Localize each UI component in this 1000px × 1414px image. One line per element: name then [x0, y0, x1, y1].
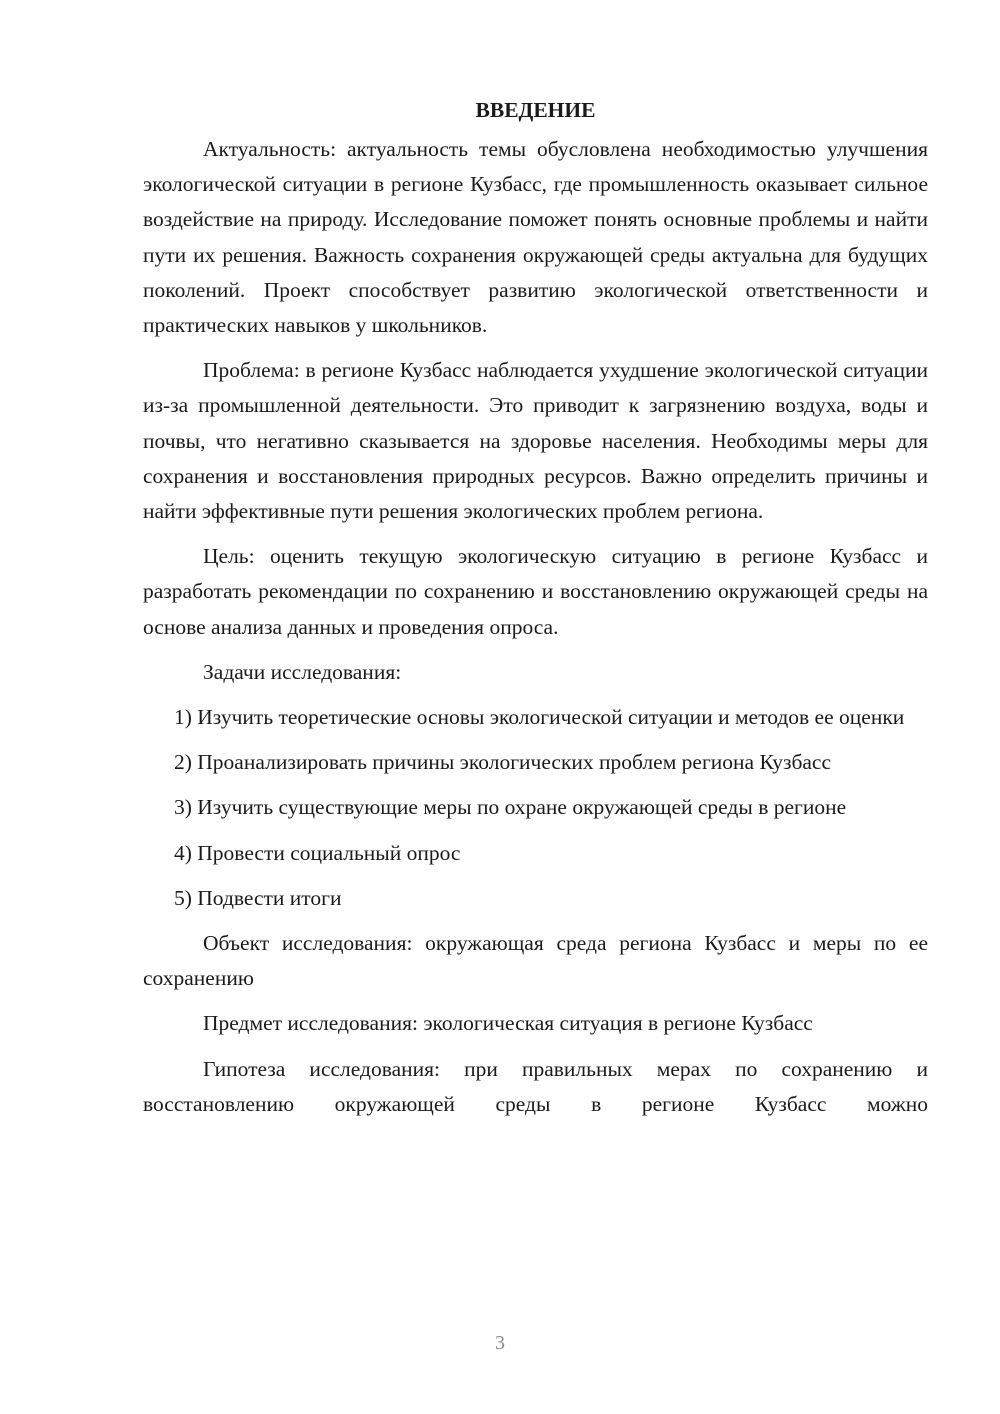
list-item: 1) Изучить теоретические основы экологической ситуации и методов ее оценки — [174, 705, 905, 730]
document-page — [143, 92, 928, 1122]
paragraph-hypothesis: Гипотеза исследования: при правильных мерах по сохранению и восстановлению окружающей среды в регионе Кузбасс можно — [143, 1056, 928, 1116]
paragraph-subject: Предмет исследования: экологическая ситуация в регионе Кузбасс — [203, 1011, 813, 1036]
list-item: 4) Провести социальный опрос — [174, 840, 461, 865]
list-item: 2) Проанализировать причины экологических проблем региона Кузбасс — [174, 750, 832, 775]
paragraph-object: Объект исследования: окружающая среда региона Кузбасс и меры по ее сохранению — [143, 931, 928, 991]
tasks-list — [143, 700, 928, 916]
paragraph-relevance: Актуальность: актуальность темы обусловлена необходимостью улучшения экологической ситуации в регионе Кузбасс, где промышленность оказывает сильное воздействие на природу. Исследование поможет понять основные проблемы и найти пути их решения. Важность сохранения окружающей среды актуальна для будущих поколений. Проект способствует развитию экологической ответственности и практических навыков у школьников. — [143, 137, 928, 338]
page-number: 3 — [495, 1332, 505, 1354]
paragraph-goal: Цель: оценить текущую экологическую ситуацию в регионе Кузбасс и разработать рекомендации по сохранению и восстановлению окружающей среды на основе анализа данных и проведения опроса. — [143, 544, 928, 639]
paragraph-problem: Проблема: в регионе Кузбасс наблюдается ухудшение экологической ситуации из-за промышленной деятельности. Это приводит к загрязнению воздуха, воды и почвы, что негативно сказывается на здоровье населения. Необходимы меры для сохранения и восстановления природных ресурсов. Важно определить причины и найти эффективные пути решения экологических проблем региона. — [143, 358, 928, 524]
tasks-heading: Задачи исследования: — [203, 659, 402, 684]
list-item: 5) Подвести итоги — [174, 885, 342, 910]
section-title: ВВЕДЕНИЕ — [475, 98, 596, 122]
list-item: 3) Изучить существующие меры по охране окружающей среды в регионе — [174, 795, 847, 820]
